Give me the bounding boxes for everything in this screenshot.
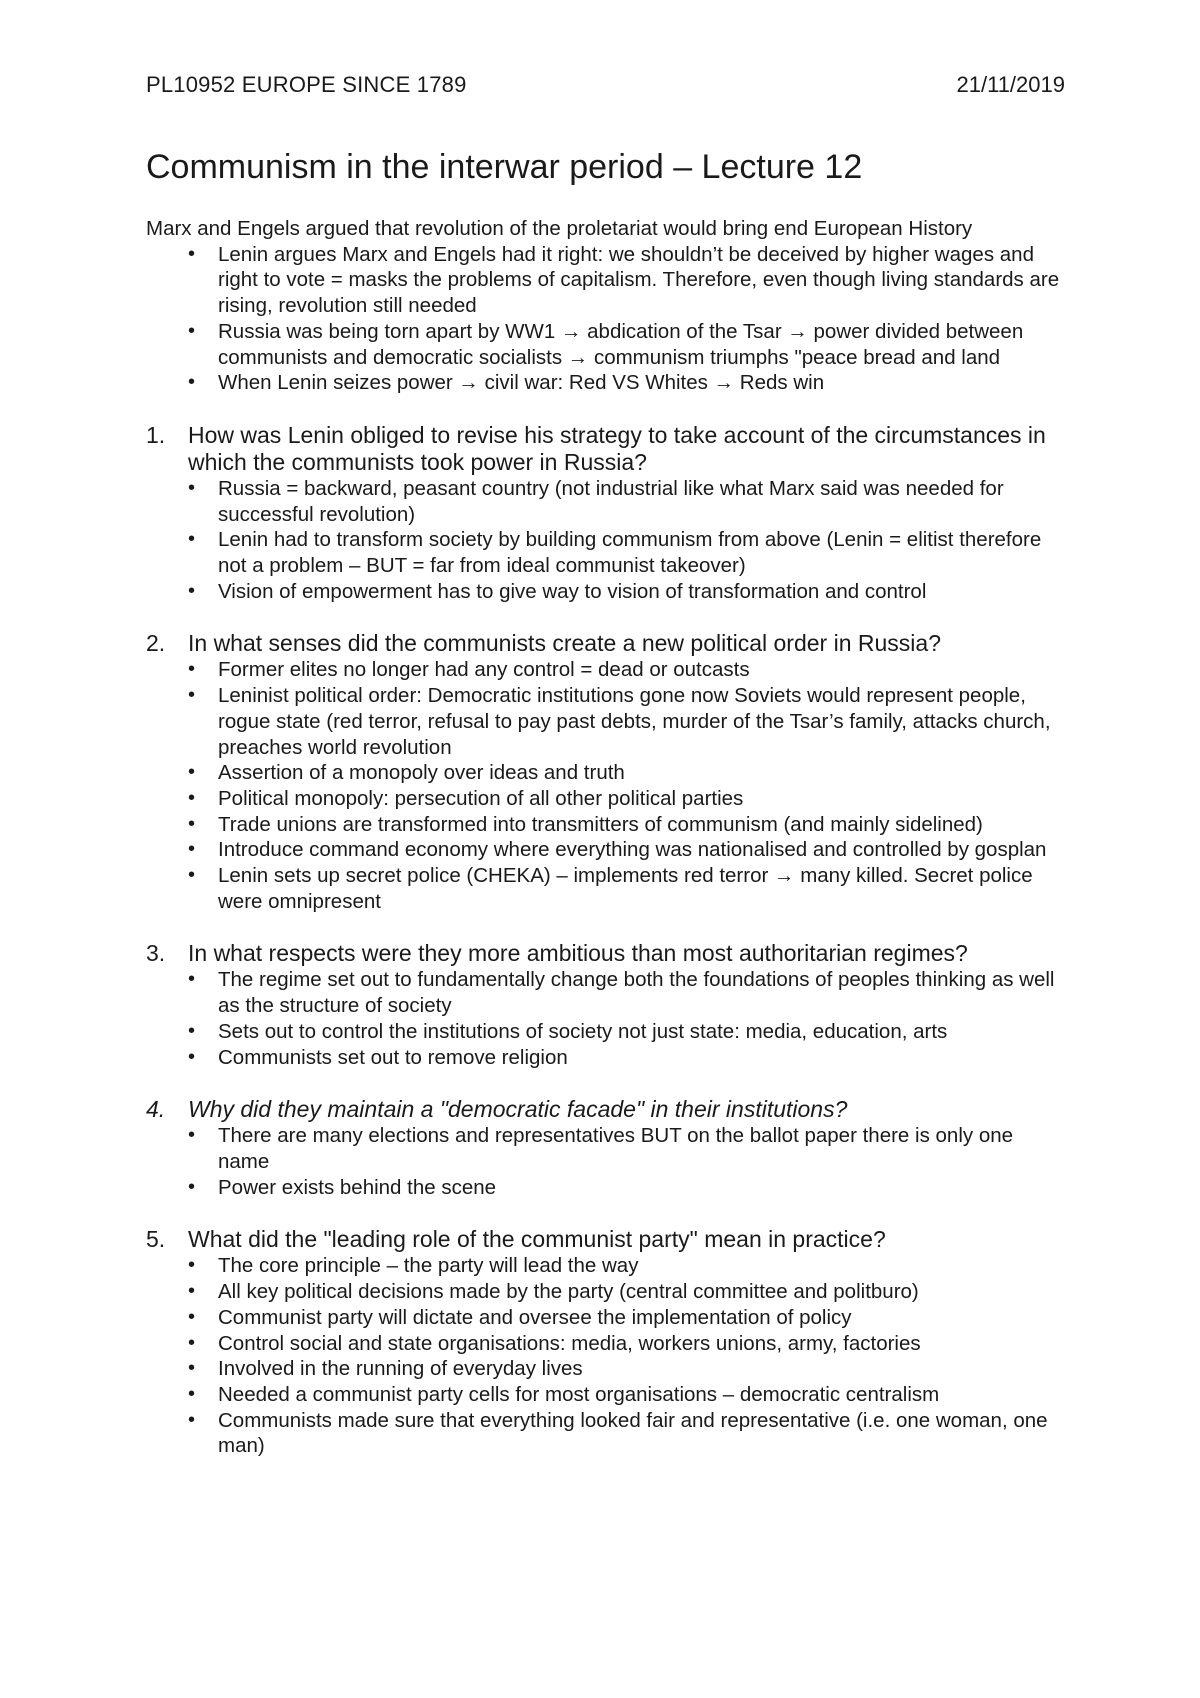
bullet-list: [146, 657, 1066, 914]
bullet-item: • Lenin argues Marx and Engels had it right: we shouldn’t be deceived by higher wages and right to vote = masks the problems of capitalism. Therefore, even though living standards are rising, revolution still needed: [218, 242, 1066, 319]
bullet-item: • Involved in the running of everyday lives: [218, 1356, 1066, 1382]
bullet-list: [146, 1123, 1066, 1200]
question-heading: [146, 940, 1066, 967]
bullet-item: • Introduce command economy where everything was nationalised and controlled by gosplan: [218, 837, 1066, 863]
question-number: 4.: [146, 1096, 166, 1123]
bullet-item: • Trade unions are transformed into transmitters of communism (and mainly sidelined): [218, 812, 1066, 838]
bullet-item: • Russia was being torn apart by WW1 → abdication of the Tsar → power divided between communists and democratic socialists → communism triumphs "peace bread and land: [218, 319, 1066, 370]
question-heading: [146, 422, 1066, 476]
bullet-list: [146, 967, 1066, 1070]
question-section-1: [146, 422, 1066, 605]
bullet-item: • Lenin had to transform society by building communism from above (Lenin = elitist therefore not a problem – BUT = far from ideal communist takeover): [218, 527, 1066, 578]
document-date: 21/11/2019: [956, 72, 1065, 97]
bullet-item: • Political monopoly: persecution of all other political parties: [218, 786, 1066, 812]
bullet-item: • Communists set out to remove religion: [218, 1045, 1066, 1071]
bullet-item: • The regime set out to fundamentally change both the foundations of peoples thinking as well as the structure of society: [218, 967, 1066, 1018]
bullet-item: • There are many elections and representatives BUT on the ballot paper there is only one name: [218, 1123, 1066, 1174]
bullet-item: • The core principle – the party will lead the way: [218, 1253, 1066, 1279]
bullet-item: • Communist party will dictate and oversee the implementation of policy: [218, 1305, 1066, 1331]
question-text: In what senses did the communists create a new political order in Russia?: [188, 630, 941, 657]
bullet-item: • Needed a communist party cells for most organisations – democratic centralism: [218, 1382, 1066, 1408]
bullet-item: • Power exists behind the scene: [218, 1175, 1066, 1201]
question-number: 2.: [146, 630, 166, 657]
bullet-item: • Control social and state organisations: media, workers unions, army, factories: [218, 1331, 1066, 1357]
bullet-item: • Russia = backward, peasant country (not industrial like what Marx said was needed for successful revolution): [218, 476, 1066, 527]
document-body: [146, 216, 1066, 1485]
page-title: Communism in the interwar period – Lecture 12: [146, 148, 863, 186]
bullet-item: • When Lenin seizes power → civil war: Red VS Whites → Reds win: [218, 370, 1066, 396]
question-number: 3.: [146, 940, 166, 967]
intro-block: [146, 216, 1066, 396]
course-header: PL10952 EUROPE SINCE 1789: [146, 72, 467, 97]
bullet-item: • Communists made sure that everything looked fair and representative (i.e. one woman, one man): [218, 1408, 1066, 1459]
bullet-item: • Former elites no longer had any control = dead or outcasts: [218, 657, 1066, 683]
question-text: Why did they maintain a "democratic facade" in their institutions?: [188, 1096, 848, 1123]
intro-text: Marx and Engels argued that revolution of the proletariat would bring end European History: [146, 217, 973, 240]
question-section-4: [146, 1096, 1066, 1200]
intro-bullet-list: [146, 242, 1066, 396]
bullet-list: [146, 1253, 1066, 1459]
question-text: How was Lenin obliged to revise his strategy to take account of the circumstances in which the communists took power in Russia?: [188, 421, 1046, 475]
question-text: What did the "leading role of the communist party" mean in practice?: [188, 1226, 886, 1253]
bullet-list: [146, 476, 1066, 605]
bullet-item: • Assertion of a monopoly over ideas and truth: [218, 760, 1066, 786]
question-section-2: [146, 630, 1066, 914]
bullet-item: • Vision of empowerment has to give way to vision of transformation and control: [218, 579, 1066, 605]
question-number: 1.: [146, 421, 166, 448]
bullet-item: • Leninist political order: Democratic institutions gone now Soviets would represent people, rogue state (red terror, refusal to pay past debts, murder of the Tsar’s family, attacks church, preaches world revolution: [218, 683, 1066, 760]
question-text: In what respects were they more ambitious than most authoritarian regimes?: [188, 940, 968, 967]
question-heading: [146, 630, 1066, 657]
bullet-item: • Sets out to control the institutions of society not just state: media, education, arts: [218, 1019, 1066, 1045]
question-section-5: [146, 1226, 1066, 1459]
question-number: 5.: [146, 1226, 166, 1253]
question-heading: [146, 1226, 1066, 1253]
bullet-item: • Lenin sets up secret police (CHEKA) – implements red terror → many killed. Secret police were omnipresent: [218, 863, 1066, 914]
question-section-3: [146, 940, 1066, 1070]
bullet-item: • All key political decisions made by the party (central committee and politburo): [218, 1279, 1066, 1305]
question-heading: [146, 1096, 1066, 1123]
